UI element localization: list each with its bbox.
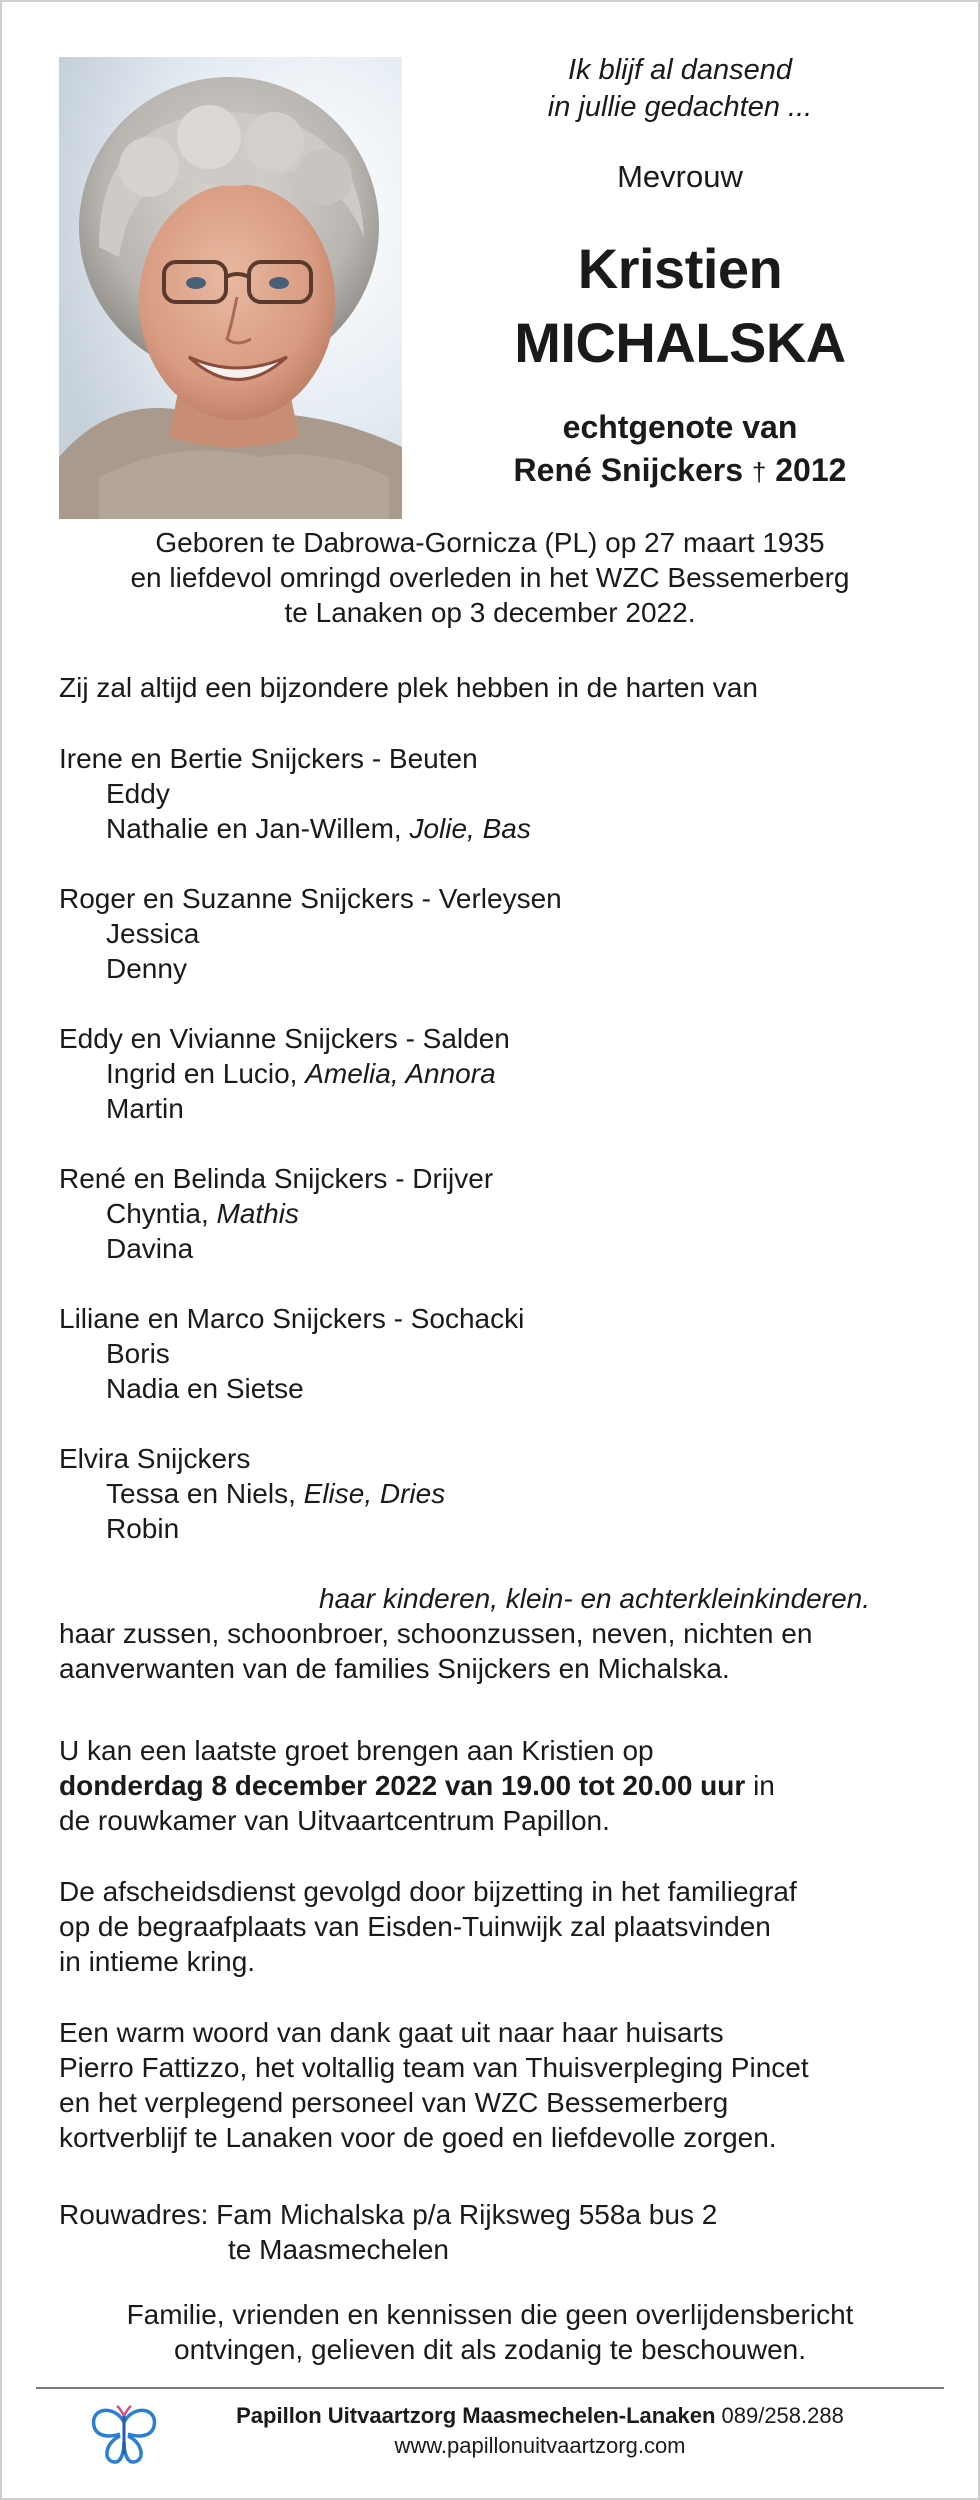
closing-line: Familie, vrienden en kennissen die geen overlijdensbericht xyxy=(126,2299,854,2330)
survivors-line: haar zussen, schoonbroer, schoonzussen, neven, nichten en xyxy=(59,1618,813,1649)
deceased-name xyxy=(470,232,890,380)
memorial-quote xyxy=(470,52,890,126)
visitation-line: de rouwkamer van Uitvaartcentrum Papillon. xyxy=(59,1805,610,1836)
family-spacer xyxy=(59,986,939,1021)
deceased-last-name: MICHALSKA xyxy=(514,311,846,374)
closing-note xyxy=(40,2297,940,2367)
member-name: Davina xyxy=(106,1233,194,1264)
member-name: Nathalie en Jan-Willem, xyxy=(106,813,410,844)
birth-line: te Lanaken op 3 december 2022. xyxy=(284,597,696,628)
member-name: Denny xyxy=(106,953,187,984)
quote-line: Ik blijf al dansend xyxy=(567,54,793,86)
family-head: Elvira Snijckers xyxy=(59,1443,251,1474)
family-head: René en Belinda Snijckers - Drijver xyxy=(59,1163,494,1194)
funeral-home-website[interactable]: www.papillonuitvaartzorg.com xyxy=(394,2433,686,2458)
family-head: Eddy en Vivianne Snijckers - Salden xyxy=(59,1023,510,1054)
family-member xyxy=(59,776,939,811)
butterfly-icon xyxy=(84,2394,164,2474)
member-name: Eddy xyxy=(106,778,170,809)
member-name: Ingrid en Lucio, xyxy=(106,1058,306,1089)
family-spacer xyxy=(59,846,939,881)
thanks-line: en het verplegend personeel van WZC Bessemerberg xyxy=(59,2087,729,2118)
member-children: Mathis xyxy=(216,1198,299,1229)
visitation-line xyxy=(59,1768,939,1803)
service-info xyxy=(59,1874,939,1979)
family-spacer xyxy=(59,1406,939,1441)
birth-line: Geboren te Dabrowa-Gornicza (PL) op 27 maart 1935 xyxy=(155,527,825,558)
visitation-info xyxy=(59,1733,939,1838)
survivors-line: aanverwanten van de families Snijckers en Michalska. xyxy=(59,1653,730,1684)
footer-line xyxy=(160,2401,920,2431)
member-name: Boris xyxy=(106,1338,170,1369)
visitation-datetime: donderdag 8 december 2022 van 19.00 tot 20.00 uur xyxy=(59,1770,746,1801)
family-member xyxy=(59,811,939,846)
service-line: De afscheidsdienst gevolgd door bijzetting in het familiegraf xyxy=(59,1876,797,1907)
funeral-home-name: Papillon Uitvaartzorg Maasmechelen-Lanaken xyxy=(236,2403,716,2428)
family-member xyxy=(59,1511,939,1546)
survivors-line: haar kinderen, klein- en achterkleinkinderen. xyxy=(319,1583,870,1614)
service-line: in intieme kring. xyxy=(59,1946,256,1977)
survivors-block xyxy=(59,1581,939,1686)
spouse-block xyxy=(440,406,920,494)
member-name: Nadia en Sietse xyxy=(106,1373,304,1404)
birth-death-info xyxy=(40,525,940,630)
family-spacer xyxy=(59,1126,939,1161)
deceased-first-name: Kristien xyxy=(577,237,783,300)
mourning-address xyxy=(59,2197,939,2267)
member-name: Tessa en Niels, xyxy=(106,1478,304,1509)
footer-divider xyxy=(36,2387,944,2389)
member-name: Chyntia, xyxy=(106,1198,217,1229)
family-member xyxy=(59,1336,939,1371)
closing-line: ontvingen, gelieven dit als zodanig te beschouwen. xyxy=(174,2334,806,2365)
spouse-death-year: 2012 xyxy=(775,452,847,488)
spouse-line xyxy=(440,449,920,494)
thanks-line: Pierro Fattizzo, het voltallig team van Thuisverpleging Pincet xyxy=(59,2052,809,2083)
spouse-label: echtgenote van xyxy=(562,409,798,445)
family-list xyxy=(59,741,939,1546)
spouse-name: René Snijckers xyxy=(513,452,743,488)
family-member xyxy=(59,916,939,951)
family-member xyxy=(59,1196,939,1231)
family-head: Liliane en Marco Snijckers - Sochacki xyxy=(59,1303,525,1334)
address-line: te Maasmechelen xyxy=(228,2234,450,2265)
visitation-suffix: in xyxy=(745,1770,775,1801)
family-head: Irene en Bertie Snijckers - Beuten xyxy=(59,743,478,774)
thanks-info xyxy=(59,2015,939,2155)
family-member xyxy=(59,1371,939,1406)
member-children: Amelia, Annora xyxy=(305,1058,496,1089)
honorific: Mevrouw xyxy=(617,159,743,194)
portrait-photo xyxy=(59,57,402,519)
member-name: Jessica xyxy=(106,918,200,949)
intro-text: Zij zal altijd een bijzondere plek hebben in de harten van xyxy=(59,672,758,703)
quote-line: in jullie gedachten ... xyxy=(547,91,813,123)
member-children: Jolie, Bas xyxy=(409,813,531,844)
thanks-line: Een warm woord van dank gaat uit naar haar huisarts xyxy=(59,2017,724,2048)
family-member xyxy=(59,1091,939,1126)
family-member xyxy=(59,1231,939,1266)
service-line: op de begraafplaats van Eisden-Tuinwijk zal plaatsvinden xyxy=(59,1911,771,1942)
visitation-line: U kan een laatste groet brengen aan Kristien op xyxy=(59,1735,654,1766)
family-member xyxy=(59,1056,939,1091)
family-spacer xyxy=(59,1266,939,1301)
family-member xyxy=(59,951,939,986)
cross-icon: † xyxy=(751,457,767,487)
birth-line: en liefdevol omringd overleden in het WZC Bessemerberg xyxy=(130,562,850,593)
member-name: Martin xyxy=(106,1093,184,1124)
member-name: Robin xyxy=(106,1513,180,1544)
funeral-home-phone: 089/258.288 xyxy=(715,2403,844,2428)
family-head: Roger en Suzanne Snijckers - Verleysen xyxy=(59,883,562,914)
member-children: Elise, Dries xyxy=(303,1478,446,1509)
family-member xyxy=(59,1476,939,1511)
footer xyxy=(160,2401,920,2461)
thanks-line: kortverblijf te Lanaken voor de goed en liefdevolle zorgen. xyxy=(59,2122,777,2153)
address-line: Rouwadres: Fam Michalska p/a Rijksweg 558a bus 2 xyxy=(59,2199,718,2230)
